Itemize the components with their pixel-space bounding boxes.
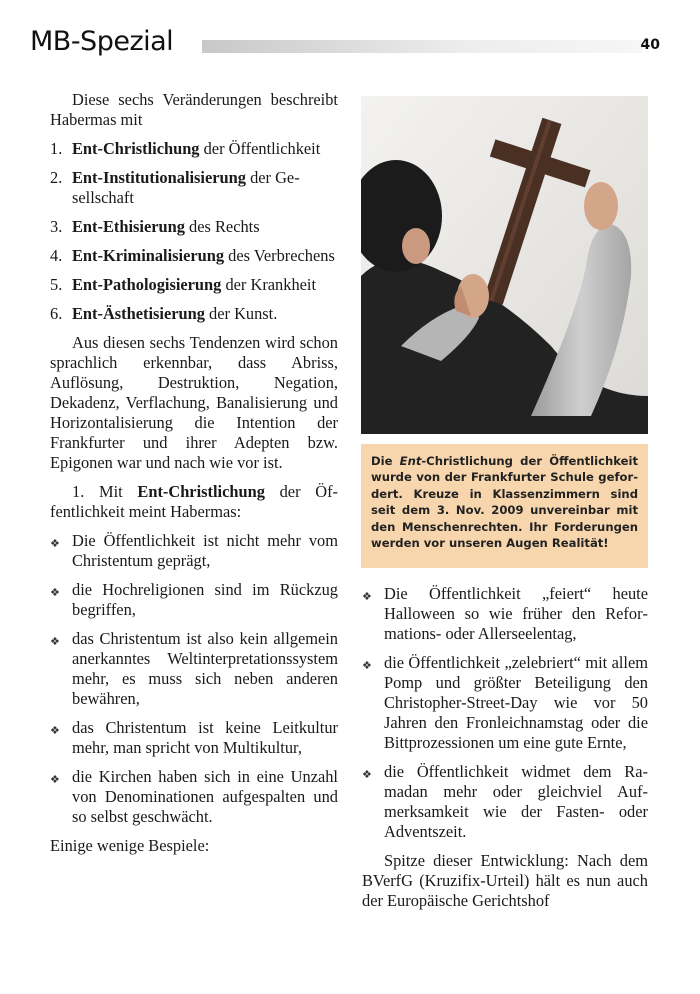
bullet-item — [50, 531, 338, 571]
list-term: Ent-Ethisierung — [72, 217, 185, 236]
list-text: der Öffentlichkeit — [199, 139, 321, 158]
list-item — [50, 246, 338, 266]
change-list — [50, 139, 338, 324]
right-column — [362, 584, 648, 911]
list-item — [50, 139, 338, 159]
bullet-text: die Öffentlichkeit „zelebriert“ mit allem Pomp und größter Beteiligung den Christopher-Street-Day wie vor 50 Jahren den Fronleichnamstag oder die Bittprozessionen um eine gute Ernte, — [384, 653, 648, 752]
body-paragraph: Spitze dieser Entwicklung: Nach dem BVerfG (Kruzifix-Urteil) hält es nun auch der Europäische Gerichtshof — [362, 851, 648, 910]
section-title: MB-Spezial — [30, 26, 174, 57]
list-item — [50, 275, 338, 295]
list-term: Ent-Kriminalisierung — [72, 246, 225, 265]
intro-paragraph: Diese sechs Veränderungen beschreibt Habermas mit — [50, 90, 338, 129]
list-number: 6. — [50, 304, 63, 323]
crucifix-photo — [361, 96, 648, 434]
caption-part: -Christlichung der Öffentlichkeit wurde von der Frankfurter Schule gefordert. Kreuze in Klassenzimmern sind seit dem 3. Nov. 2009 unvereinbar mit den Menschenrechten. Ihr Forderungen werden vor unseren Augen Realität! — [371, 454, 638, 551]
list-number: 5. — [50, 275, 63, 294]
body-paragraph: Aus diesen sechs Tendenzen wird schon sprachlich erkennbar, dass Abriss, Auflösung, Destruktion, Negation, Dekadenz, Verflachung, Banalisierung und Horizontalisierung die Intention der Frankfurter und ihrer Adepten bzw. Epigonen war und nach wie vor ist. — [50, 333, 338, 472]
bullet-item — [50, 629, 338, 709]
list-text: der Krankheit — [221, 275, 317, 294]
photo-illustration — [361, 96, 648, 434]
page-number: 40 — [640, 37, 660, 53]
header-rule — [202, 40, 642, 53]
bullet-icon: ❖ — [50, 538, 60, 550]
bullet-text: das Christentum ist keine Leitkultur mehr, man spricht von Multikultur, — [72, 718, 338, 757]
bullet-icon: ❖ — [362, 660, 372, 672]
list-text: des Rechts — [184, 217, 260, 236]
bullet-icon: ❖ — [362, 591, 372, 603]
bullet-icon: ❖ — [50, 587, 60, 599]
bullet-text: das Christentum ist also kein allgemein anerkanntes Weltinterpretationssystem mehr, es muss sich neben anderen bewähren, — [72, 629, 338, 708]
bullet-list — [362, 584, 648, 842]
body-paragraph — [50, 482, 338, 522]
inline-text: 1. Mit — [72, 482, 138, 501]
bullet-text: Die Öffentlichkeit ist nicht mehr vom Christentum geprägt, — [72, 531, 338, 570]
bullet-icon: ❖ — [50, 774, 60, 786]
bullet-item — [50, 580, 338, 620]
bullet-item — [50, 767, 338, 827]
left-column — [50, 90, 338, 856]
list-text: des Verbrechens — [224, 246, 335, 265]
inline-text: der Öffentlichkeit meint Habermas: — [50, 482, 339, 521]
list-number: 1. — [50, 139, 63, 158]
list-item — [50, 168, 338, 208]
list-term: Ent-Institutionalisierung — [72, 168, 246, 187]
bullet-icon: ❖ — [362, 769, 372, 781]
list-term: Ent-Ästhetisierung — [72, 304, 205, 323]
bullet-item — [362, 653, 648, 753]
caption-part: Die — [371, 454, 400, 468]
inline-term: Ent-Christlichung — [137, 482, 265, 501]
bullet-list — [50, 531, 338, 827]
bullet-item — [50, 718, 338, 758]
list-term: Ent-Christlichung — [72, 139, 200, 158]
closing-line: Einige wenige Bespiele: — [50, 836, 210, 855]
bullet-icon: ❖ — [50, 636, 60, 648]
list-text: der Gesellschaft — [72, 168, 300, 207]
bullet-text: die Öffentlichkeit widmet dem Ramadan mehr oder gleichviel Aufmerksamkeit wie der Fasten- oder Adventszeit. — [384, 762, 648, 841]
photo-caption — [361, 444, 648, 568]
list-number: 2. — [50, 168, 63, 187]
caption-italic: Ent — [399, 454, 422, 468]
list-item — [50, 304, 338, 324]
caption-text — [361, 444, 648, 551]
bullet-item — [362, 584, 648, 644]
bullet-icon: ❖ — [50, 725, 60, 737]
bullet-text: die Hochreligionen sind im Rückzug begriffen, — [72, 580, 338, 619]
page-header — [30, 26, 660, 66]
list-item — [50, 217, 338, 237]
list-term: Ent-Pathologisierung — [72, 275, 222, 294]
bullet-text: die Kirchen haben sich in eine Unzahl von Denominationen aufgespalten und so selbst geschwächt. — [72, 767, 338, 826]
list-number: 3. — [50, 217, 63, 236]
list-text: der Kunst. — [204, 304, 278, 323]
bullet-text: Die Öffentlichkeit „feiert“ heute Halloween so wie früher den Reformations- oder Allerseelentag, — [384, 584, 648, 643]
list-number: 4. — [50, 246, 63, 265]
bullet-item — [362, 762, 648, 842]
